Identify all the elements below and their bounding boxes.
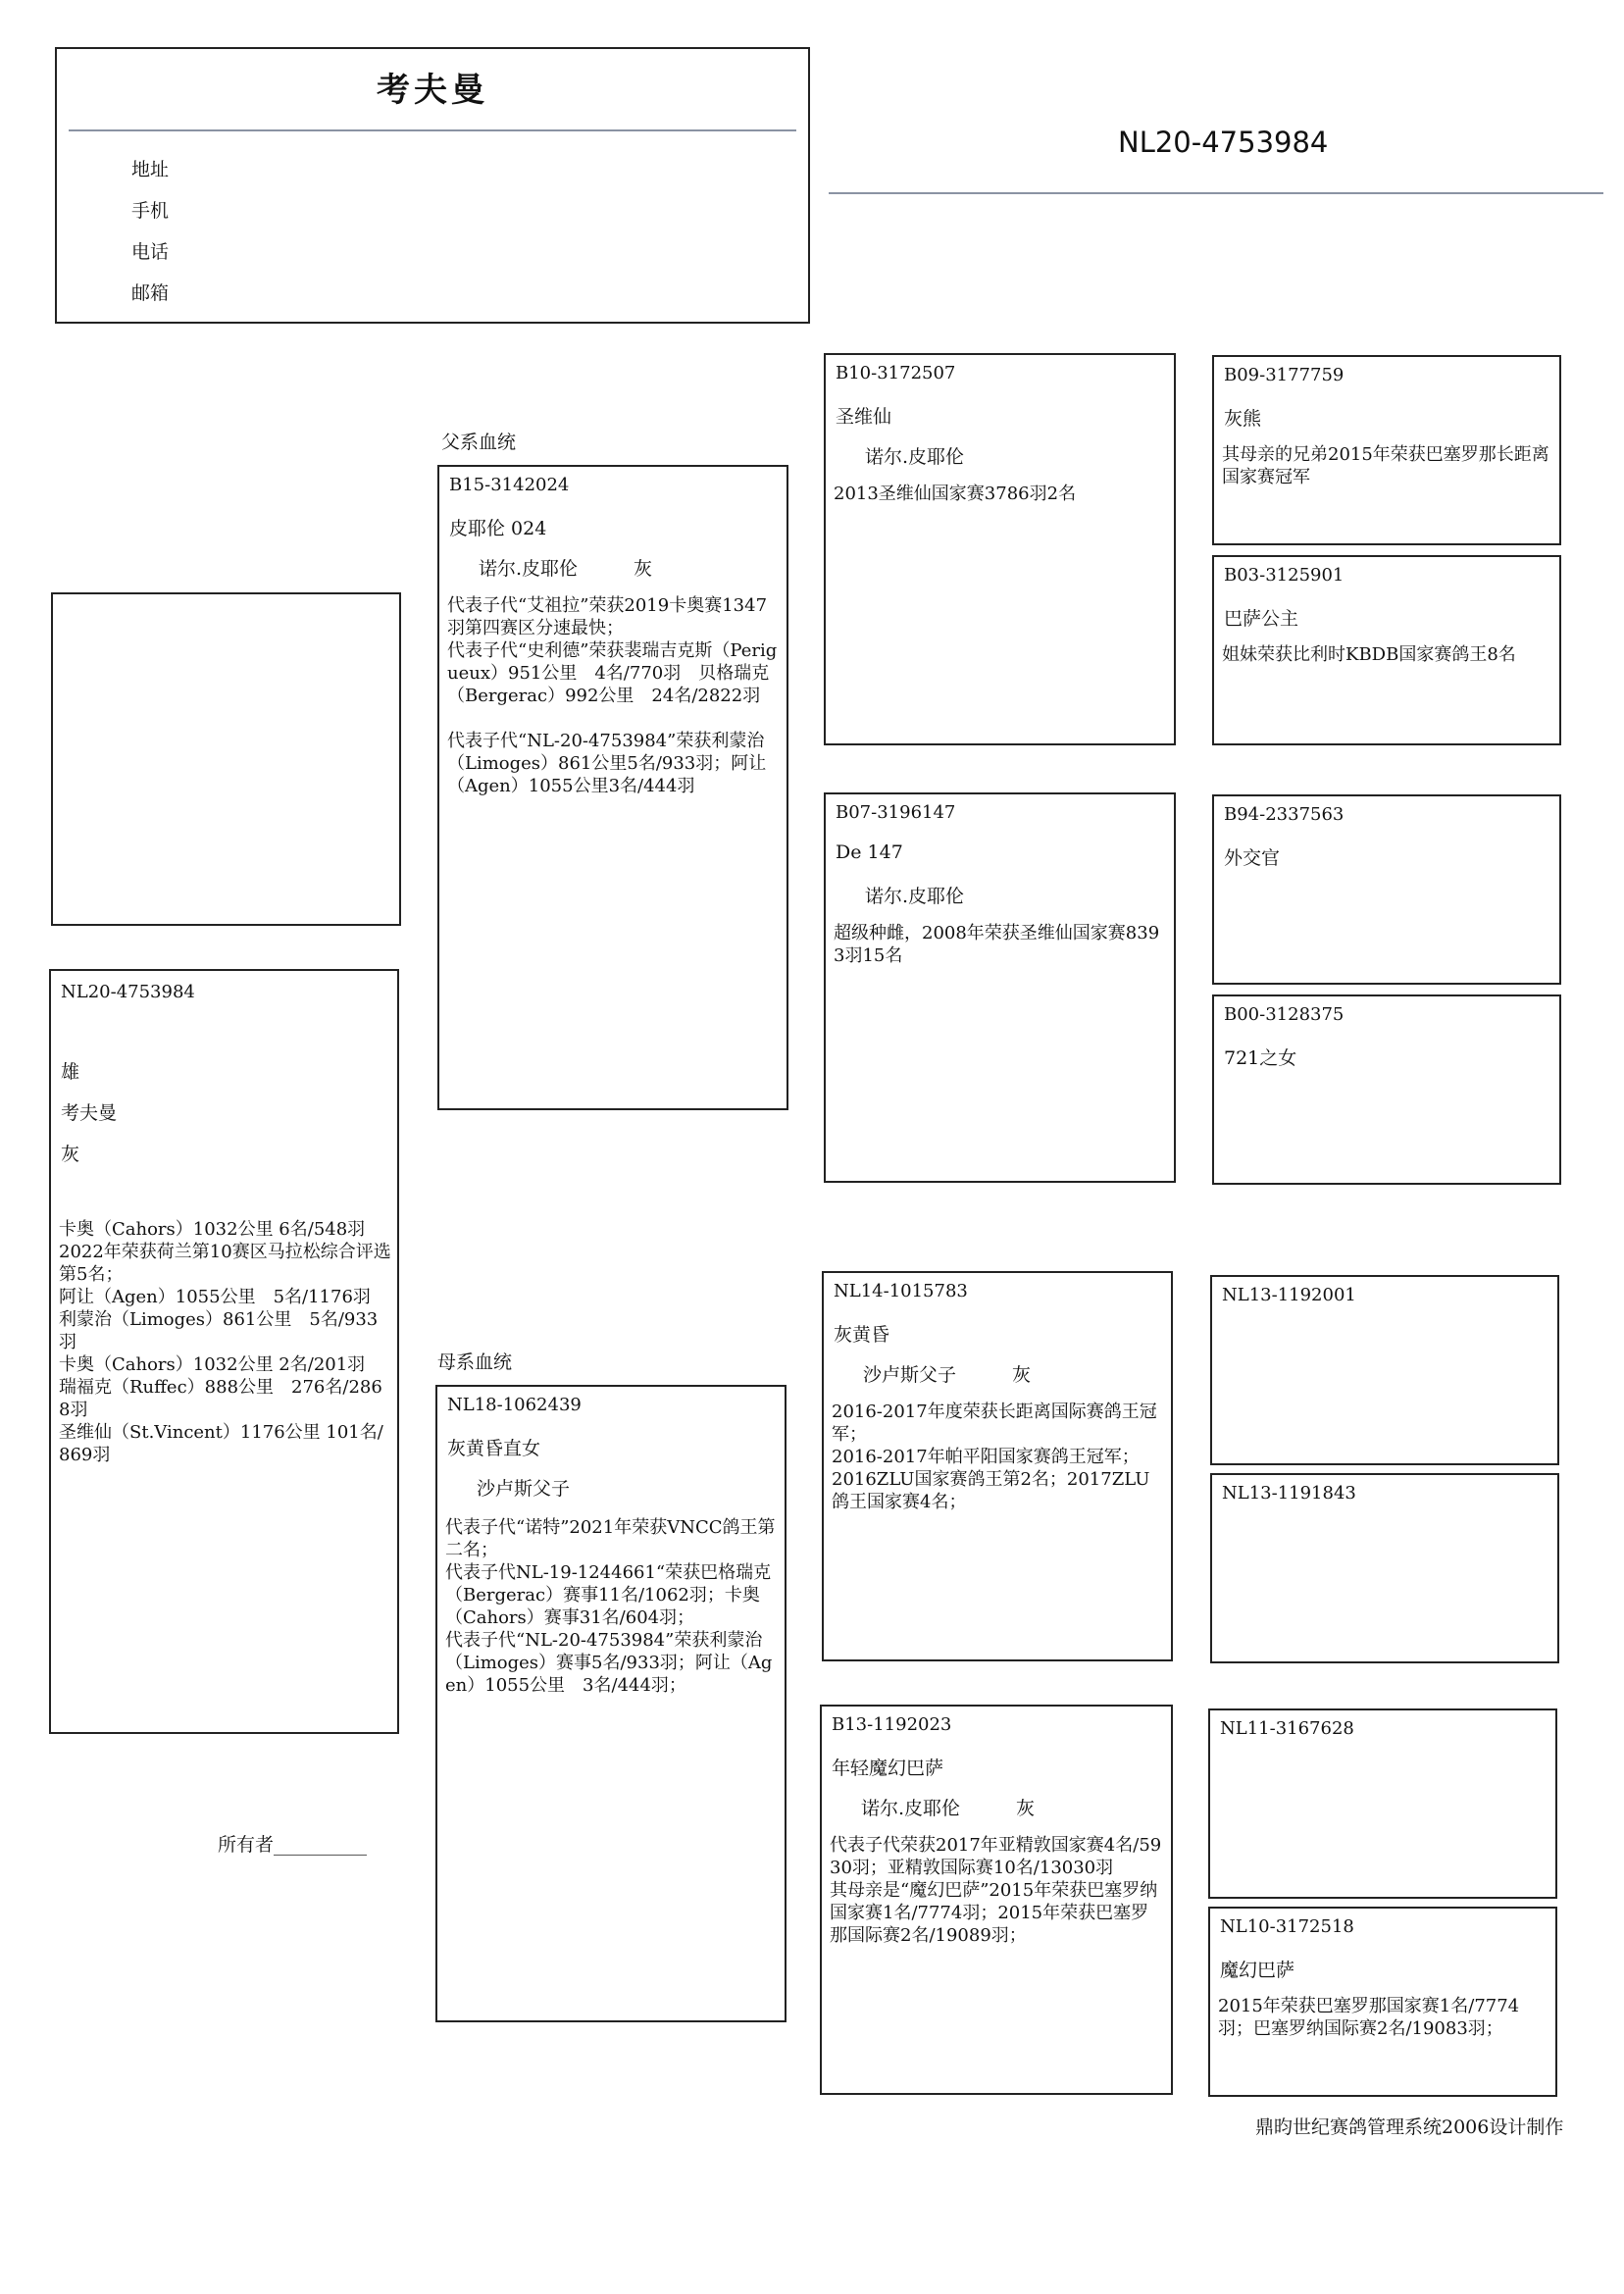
header-ring-number: NL20-4753984 (1118, 126, 1329, 159)
photo-placeholder (51, 592, 401, 926)
gen3-ring: B10-3172507 (836, 363, 956, 383)
subject-color: 灰 (61, 1144, 80, 1165)
sire-name: 皮耶伦 024 (449, 518, 547, 539)
footer-credit: 鼎昀世纪赛鸽管理系统2006设计制作 (1255, 2116, 1564, 2138)
gen3-name: 灰黄昏 (834, 1324, 890, 1346)
sire-line-label: 父系血统 (441, 432, 517, 453)
subject-sex: 雄 (61, 1061, 80, 1083)
owner-card (55, 47, 810, 324)
subject-ring: NL20-4753984 (61, 982, 195, 1002)
gen4-ring: NL10-3172518 (1220, 1916, 1354, 1937)
gen4-name: 外交官 (1224, 847, 1281, 869)
dam-description: 代表子代“诺特”2021年荣获VNCC鸽王第二名； 代表子代NL-19-1244661“荣获巴格瑞克（Bergerac）赛事11名/1062羽；卡奥（Cahors）赛事31名/604羽； 代表子代“NL-20-4753984”荣获利蒙治（Limoges）赛事5名/933羽；阿让（Agen）1055公里 3名/444羽； (445, 1517, 776, 1696)
gen4-card-7 (1208, 1708, 1557, 1899)
subject-card (49, 969, 399, 1734)
mobile-label: 手机 (131, 200, 170, 222)
gen3-name: 年轻魔幻巴萨 (832, 1758, 944, 1779)
owner-divider (69, 129, 796, 131)
phone-label: 电话 (131, 241, 170, 263)
gen4-ring: NL13-1191843 (1222, 1483, 1356, 1504)
dam-line-label: 母系血统 (437, 1351, 513, 1373)
owner-signature-line: 所有者__________ (218, 1834, 368, 1856)
gen3-ring: B13-1192023 (832, 1714, 952, 1735)
gen3-description: 2013圣维仙国家赛3786羽2名 (834, 484, 1077, 504)
subject-name: 考夫曼 (61, 1102, 118, 1124)
gen4-name: 721之女 (1224, 1047, 1297, 1069)
gen4-description: 其母亲的兄弟2015年荣获巴塞罗那长距离国家赛冠军 (1222, 444, 1549, 487)
dam-breeder: 沙卢斯父子 (477, 1478, 571, 1500)
gen4-name: 魔幻巴萨 (1220, 1960, 1295, 1981)
gen4-card-3 (1212, 794, 1561, 985)
gen3-breeder: 沙卢斯父子 灰 (863, 1364, 1032, 1386)
gen3-breeder: 诺尔.皮耶伦 (865, 446, 965, 468)
gen3-ring: NL14-1015783 (834, 1281, 968, 1301)
gen4-ring: B09-3177759 (1224, 365, 1345, 385)
gen3-ring: B07-3196147 (836, 802, 956, 823)
granddam-paternal-card (824, 792, 1176, 1183)
gen4-ring: B00-3128375 (1224, 1004, 1345, 1025)
grandsire-paternal-card (824, 353, 1176, 745)
sire-breeder: 诺尔.皮耶伦 灰 (479, 558, 653, 580)
dam-name: 灰黄昏直女 (447, 1438, 541, 1459)
gen4-card-2 (1212, 555, 1561, 745)
sire-card (437, 465, 788, 1110)
gen4-description: 姐妹荣获比利时KBDB国家赛鸽王8名 (1222, 644, 1516, 665)
gen4-ring: B94-2337563 (1224, 804, 1345, 825)
gen3-breeder: 诺尔.皮耶伦 (865, 886, 965, 907)
gen3-description: 2016-2017年度荣获长距离国际赛鸽王冠军； 2016-2017年帕平阳国家赛鸽王冠军； 2016ZLU国家赛鸽王第2名；2017ZLU鸽王国家赛4名； (832, 1402, 1157, 1512)
gen3-description: 超级种雌，2008年荣获圣维仙国家赛8393羽15名 (834, 923, 1160, 966)
gen4-card-5 (1210, 1275, 1559, 1465)
granddam-maternal-card (820, 1705, 1173, 2095)
gen4-ring: NL13-1192001 (1222, 1285, 1356, 1305)
dam-card (435, 1385, 787, 2022)
gen4-ring: NL11-3167628 (1220, 1718, 1354, 1739)
gen4-card-4 (1212, 994, 1561, 1185)
subject-results: 卡奥（Cahors）1032公里 6名/548羽 2022年荣获荷兰第10赛区马拉松综合评选第5名； 阿让（Agen）1055公里 5名/1176羽 利蒙治（Limoges）861公里 5名/933羽 卡奥（Cahors）1032公里 2名/201羽 瑞福克（Ruffec）888公里 276名/2868羽 圣维仙（St.Vincent）1176公里 101名/869羽 (59, 1219, 391, 1465)
address-label: 地址 (131, 159, 170, 180)
gen4-description: 2015年荣获巴塞罗那国家赛1名/7774羽；巴塞罗纳国际赛2名/19083羽； (1218, 1996, 1520, 2039)
gen3-name: 圣维仙 (836, 406, 892, 428)
sire-ring: B15-3142024 (449, 475, 570, 495)
owner-name: 考夫曼 (377, 71, 488, 110)
ring-divider (829, 192, 1603, 194)
gen4-card-6 (1210, 1473, 1559, 1663)
sire-description: 代表子代“艾祖拉”荣获2019卡奥赛1347羽第四赛区分速最快； 代表子代“史利德”荣获裴瑞吉克斯（Perigueux）951公里 4名/770羽 贝格瑞克（Bergerac）992公里 24名/2822羽 代表子代“NL-20-4753984”荣获利蒙治（Limoges）861公里5名/933羽；阿让（Agen）1055公里3名/444羽 (447, 595, 778, 796)
gen4-name: 巴萨公主 (1224, 608, 1299, 630)
gen4-ring: B03-3125901 (1224, 565, 1345, 586)
gen3-name: De 147 (836, 841, 903, 863)
gen4-card-1 (1212, 355, 1561, 545)
gen3-breeder: 诺尔.皮耶伦 灰 (861, 1798, 1036, 1819)
email-label: 邮箱 (131, 282, 170, 304)
grandsire-maternal-card (822, 1271, 1173, 1661)
gen4-card-8 (1208, 1907, 1557, 2097)
gen4-name: 灰熊 (1224, 408, 1262, 430)
gen3-description: 代表子代荣获2017年亚精敦国家赛4名/5930羽；亚精敦国际赛10名/13030羽 其母亲是“魔幻巴萨”2015年荣获巴塞罗纳国家赛1名/7774羽；2015年荣获巴塞罗那国际赛2名/19089羽； (830, 1835, 1162, 1946)
dam-ring: NL18-1062439 (447, 1395, 582, 1415)
